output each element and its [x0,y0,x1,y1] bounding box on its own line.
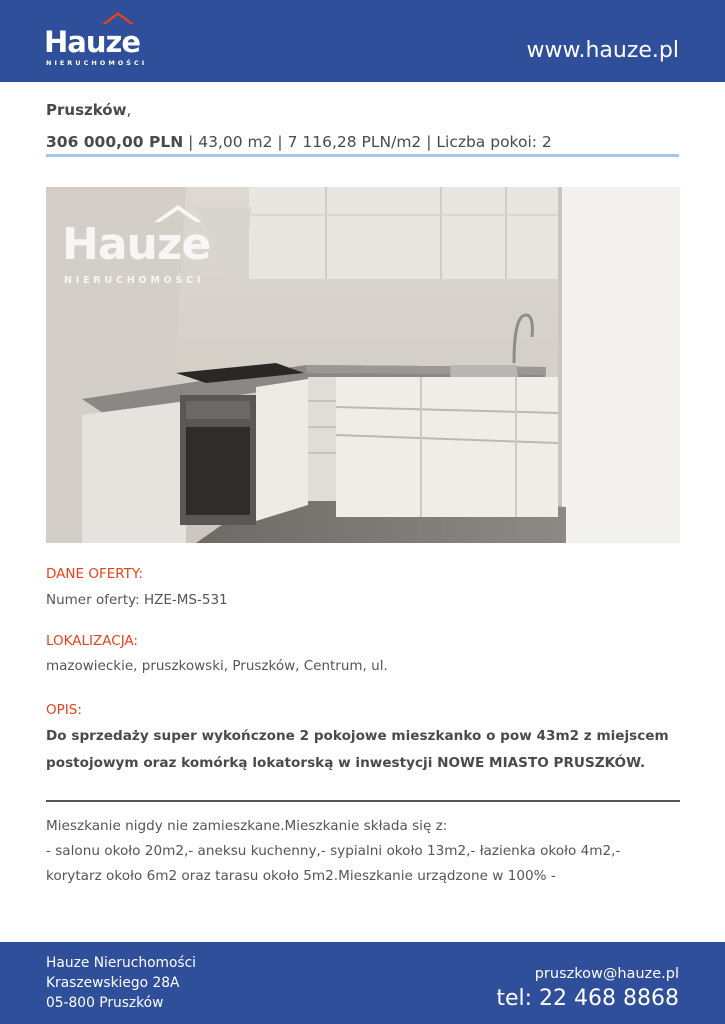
description-line: korytarz około 6m2 oraz tarasu około 5m2.Mieszkanie urządzone w 100% - [46,868,556,884]
listing-photo [46,187,680,543]
city-suffix: , [126,101,132,119]
company-name: Hauze Nieruchomości [46,955,197,971]
description-line: Mieszkanie nigdy nie zamieszkane.Mieszkanie składa się z: [46,818,448,834]
logo-wordmark: Hauze [44,25,141,59]
price-line [46,133,552,151]
site-url-link[interactable]: www.hauze.pl [526,38,679,63]
listing-details: | 43,00 m2 | 7 116,28 PLN/m2 | Liczba pokoi: 2 [183,133,552,151]
offer-number: Numer oferty: HZE-MS-531 [46,592,228,608]
location-text: mazowieckie, pruszkowski, Pruszków, Centrum, ul. [46,658,388,674]
hauze-logo[interactable] [44,12,148,70]
listing-price: 306 000,00 PLN [46,133,184,151]
description-line: - salonu około 20m2,- aneksu kuchenny,- sypialni około 13m2,- łazienka około 4m2,- [46,843,621,859]
page-header [0,0,725,82]
divider-blue [46,154,679,157]
phone-number[interactable]: tel: 22 468 8868 [496,986,679,1011]
postal-city: 05-800 Pruszków [46,995,164,1011]
lokalizacja-heading: LOKALIZACJA: [46,633,138,649]
city-name: Pruszków [46,101,127,119]
description-body [46,814,686,889]
street-address: Kraszewskiego 28A [46,975,180,991]
logo-subtitle: NIERUCHOMOŚCI [46,59,148,67]
office-address [46,953,196,1013]
page-footer [0,942,725,1024]
description-lead: Do sprzedaży super wykończone 2 pokojowe mieszkanko o pow 43m2 z miejscem postojowym oraz komórką lokatorską w inwestycji NOWE MIASTO PRUSZKÓW. [46,728,669,771]
divider-dark [46,800,680,802]
watermark-wordmark: Hauze [62,219,211,270]
listing-city [46,101,131,119]
dane-oferty-heading: DANE OFERTY: [46,566,143,582]
email-link[interactable]: pruszkow@hauze.pl [534,966,679,982]
opis-heading: OPIS: [46,702,82,718]
watermark-subtitle: NIERUCHOMOŚCI [64,275,205,286]
photo-watermark [62,205,232,295]
